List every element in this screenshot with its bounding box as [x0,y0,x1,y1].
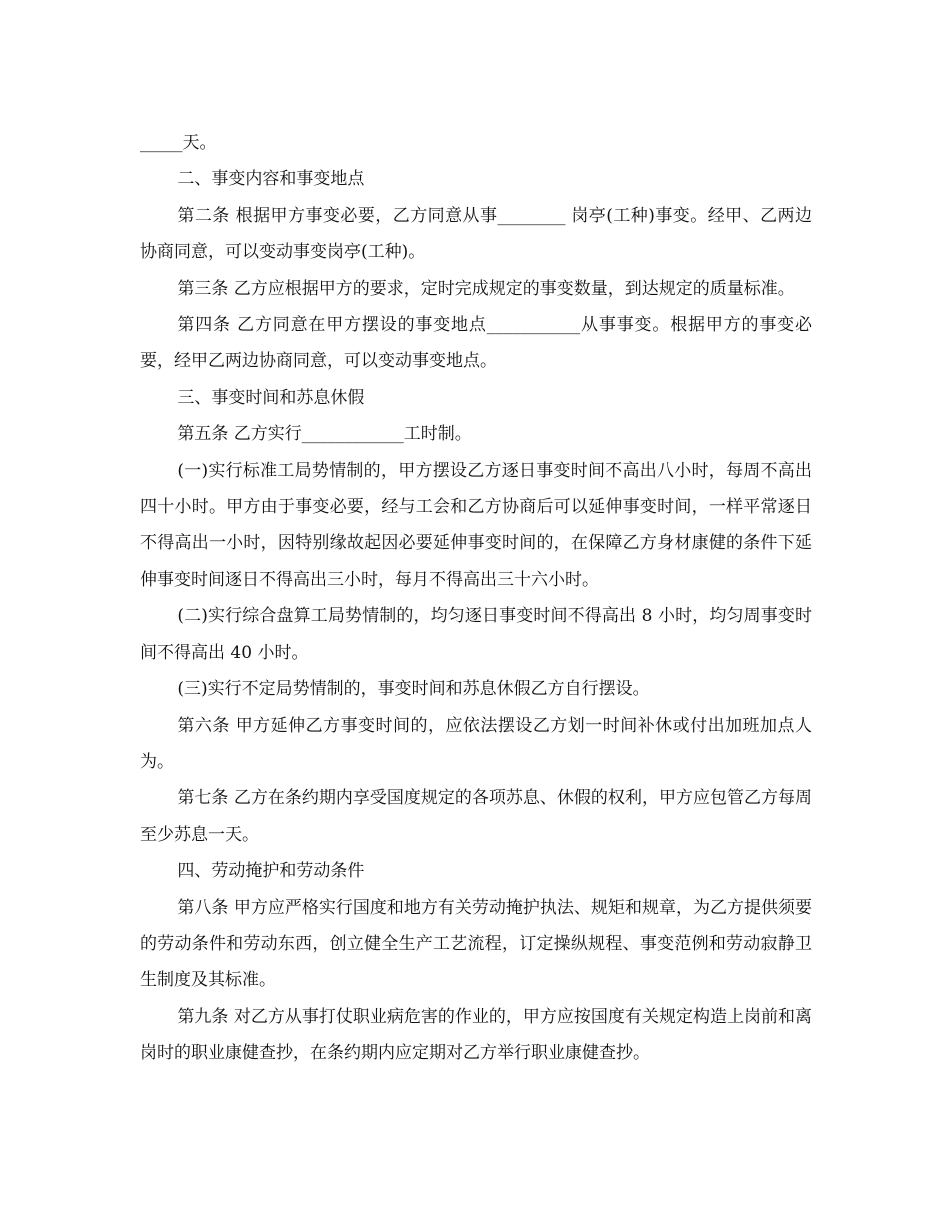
clause-2: 第二条 根据甲方事变必要，乙方同意从事________ 岗亭(工种)事变。经甲、乙两边协商同意，可以变动事变岗亭(工种)。 [140,205,812,263]
clause-5-item-1: (一)实行标准工局势情制的，甲方摆设乙方逐日事变时间不高出八小时，每周不高出四十小时。甲方由于事变必要，经与工会和乙方协商后可以延伸事变时间，一样平常逐日不得高出一小时，因特别缘故起因必要延伸事变时间的，在保障乙方身材康健的条件下延伸事变时间逐日不得高出三小时，每月不得高出三十六小时。 [140,460,812,590]
section-heading-work-content: 二、事变内容和事变地点 [177,169,365,190]
section-heading-work-hours: 三、事变时间和苏息休假 [177,387,365,408]
clause-5-item-2: (二)实行综合盘算工局势情制的，均匀逐日事变时间不得高出 8 小时，均匀周事变时间不得高出 40 小时。 [140,606,812,663]
clause-5-item-3: (三)实行不定局势情制的，事变时间和苏息休假乙方自行摆设。 [177,679,650,700]
blank-days-line: _____天。 [140,133,217,153]
clause-5: 第五条 乙方实行____________工时制。 [177,424,472,445]
clause-6: 第六条 甲方延伸乙方事变时间的，应依法摆设乙方划一时间补休或付出加班加点人为。 [140,715,812,772]
clause-9: 第九条 对乙方从事打仗职业病危害的作业的，甲方应按国度有关规定构造上岗前和离岗时的职业康健查抄，在条约期内应定期对乙方举行职业康健查抄。 [140,1006,812,1064]
contract-body [140,125,812,1072]
clause-8: 第八条 甲方应严格实行国度和地方有关劳动掩护执法、规矩和规章，为乙方提供须要的劳动条件和劳动东西，创立健全生产工艺流程，订定操纵规程、事变范例和劳动寂静卫生制度及其标准。 [140,897,812,991]
clause-7: 第七条 乙方在条约期内享受国度规定的各项苏息、休假的权利，甲方应包管乙方每周至少苏息一天。 [140,788,812,845]
clause-4: 第四条 乙方同意在甲方摆设的事变地点___________从事事变。根据甲方的事变必要，经甲乙两边协商同意，可以变动事变地点。 [140,315,812,372]
clause-3: 第三条 乙方应根据甲方的要求，定时完成规定的事变数量，到达规定的质量标准。 [177,278,795,299]
section-heading-labor-protection: 四、劳动掩护和劳动条件 [177,861,365,882]
